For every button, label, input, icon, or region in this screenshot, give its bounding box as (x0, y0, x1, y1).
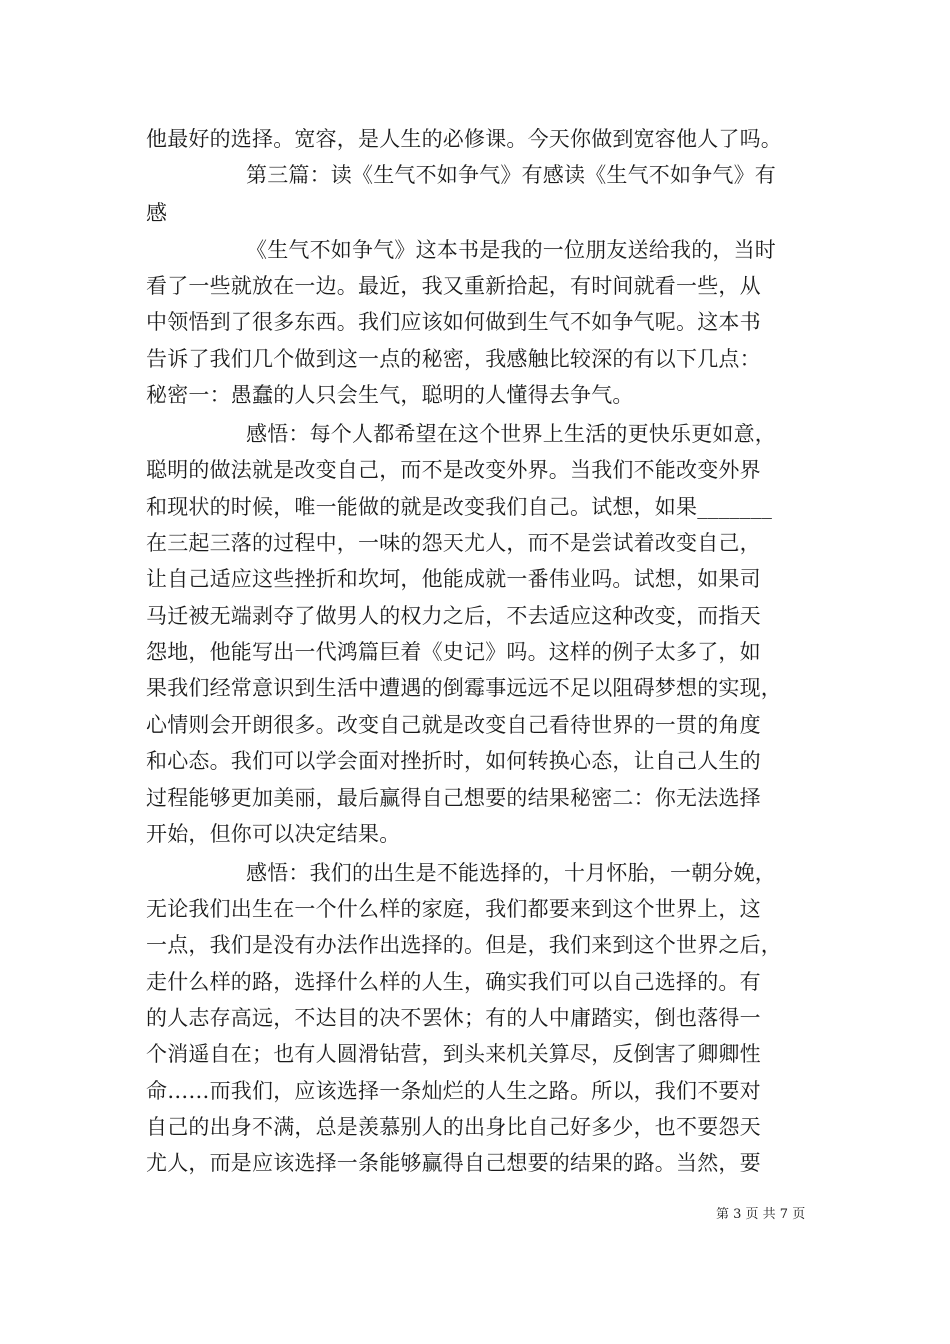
text-line: 《生气不如争气》这本书是我的一位朋友送给我的，当时 (246, 238, 776, 262)
text-line: 他最好的选择。宽容，是人生的必修课。今天你做到宽容他人了吗。 (146, 127, 782, 151)
text-line: 看了一些就放在一边。最近，我又重新拾起，有时间就看一些，从 (146, 274, 761, 298)
text-line: 和现状的时候，唯一能做的就是改变我们自己。试想，如果_______ (146, 495, 773, 519)
text-line: 开始，但你可以决定结果。 (146, 822, 401, 846)
text-line: 告诉了我们几个做到这一点的秘密，我感触比较深的有以下几点： (146, 347, 761, 371)
text-line: 马迁被无端剥夺了做男人的权力之后，不去适应这种改变，而指天 (146, 604, 761, 628)
text-line: 秘密一：愚蠢的人只会生气，聪明的人懂得去争气。 (146, 383, 634, 407)
text-line: 聪明的做法就是改变自己，而不是改变外界。当我们不能改变外界 (146, 458, 761, 482)
text-line: 在三起三落的过程中，一味的怨天尤人，而不是尝试着改变自己， (146, 531, 761, 555)
text-line: 怨地，他能写出一代鸿篇巨着《史记》吗。这样的例子太多了，如 (146, 640, 761, 664)
text-line: 感悟：我们的出生是不能选择的，十月怀胎，一朝分娩， (246, 861, 776, 885)
text-line: 中领悟到了很多东西。我们应该如何做到生气不如争气呢。这本书 (146, 310, 761, 334)
section-heading-continued: 感 (146, 201, 168, 225)
text-line: 自己的出身不满，总是羡慕别人的出身比自己好多少，也不要怨天 (146, 1115, 761, 1139)
text-line: 个消遥自在；也有人圆滑钻营，到头来机关算尽，反倒害了卿卿性 (146, 1042, 761, 1066)
text-line: 走什么样的路，选择什么样的人生，确实我们可以自己选择的。有 (146, 970, 761, 994)
section-heading: 第三篇：读《生气不如争气》有感读《生气不如争气》有 (246, 163, 776, 187)
text-line: 命……而我们，应该选择一条灿烂的人生之路。所以，我们不要对 (146, 1079, 761, 1103)
text-line: 一点，我们是没有办法作出选择的。但是，我们来到这个世界之后， (146, 933, 782, 957)
text-line: 让自己适应这些挫折和坎坷，他能成就一番伟业吗。试想，如果司 (146, 567, 761, 591)
text-line: 无论我们出生在一个什么样的家庭，我们都要来到这个世界上，这 (146, 897, 761, 921)
text-line: 的人志存高远，不达目的决不罢休；有的人中庸踏实，倒也落得一 (146, 1006, 761, 1030)
page-number-footer: 第 3 页 共 7 页 (716, 1207, 806, 1222)
text-line: 心情则会开朗很多。改变自己就是改变自己看待世界的一贯的角度 (146, 713, 761, 737)
text-line: 感悟：每个人都希望在这个世界上生活的更快乐更如意， (246, 422, 776, 446)
text-line: 果我们经常意识到生活中遭遇的倒霉事远远不足以阻碍梦想的实现， (146, 676, 782, 700)
text-line: 和心态。我们可以学会面对挫折时，如何转换心态，让自己人生的 (146, 749, 761, 773)
text-line: 过程能够更加美丽，最后赢得自己想要的结果秘密二：你无法选择 (146, 786, 761, 810)
text-line: 尤人，而是应该选择一条能够赢得自己想要的结果的路。当然，要 (146, 1151, 761, 1175)
